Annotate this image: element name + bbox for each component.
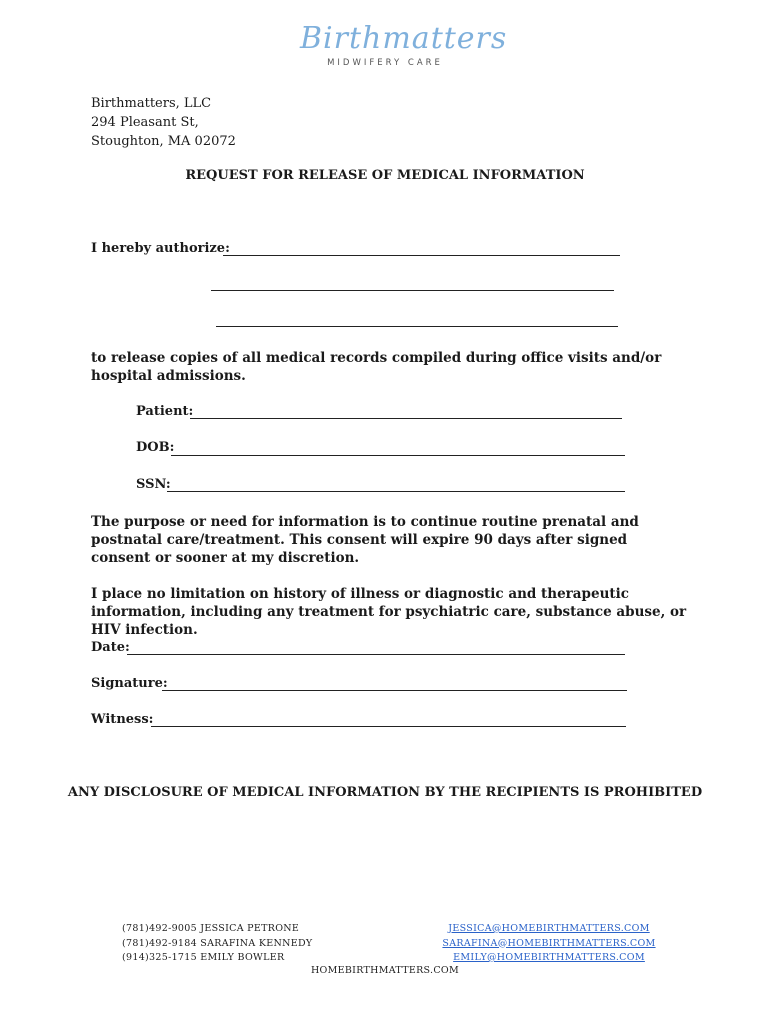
address-line-3: Stoughton, MA 02072 bbox=[91, 134, 236, 149]
contact-sarafina: (781)492-9184 SARAFINA KENNEDY bbox=[122, 937, 313, 949]
email-link-sarafina[interactable]: SARAFINA@HOMEBIRTHMATTERS.COM bbox=[442, 937, 656, 949]
footer-website: HOMEBIRTHMATTERS.COM bbox=[310, 965, 460, 976]
witness-label: Witness: bbox=[91, 712, 154, 727]
authorize-field-line-3[interactable] bbox=[216, 326, 618, 327]
date-label: Date: bbox=[91, 640, 130, 655]
witness-field-line[interactable] bbox=[151, 726, 626, 727]
disclosure-notice: ANY DISCLOSURE OF MEDICAL INFORMATION BY THE RECIPIENTS IS PROHIBITED bbox=[67, 785, 703, 800]
contact-jessica: (781)492-9005 JESSICA PETRONE bbox=[122, 923, 300, 934]
logo-script-text: Birthmatters bbox=[300, 21, 508, 56]
ssn-label: SSN: bbox=[136, 477, 171, 492]
authorize-field-line-1[interactable] bbox=[223, 255, 620, 256]
dob-field-line[interactable] bbox=[171, 455, 625, 456]
company-address bbox=[91, 94, 236, 151]
birthmatters-logo bbox=[300, 21, 508, 78]
logo-subtitle: MIDWIFERY CARE bbox=[327, 58, 443, 68]
email-link-emily[interactable]: EMILY@HOMEBIRTHMATTERS.COM bbox=[453, 952, 645, 963]
contact-emily: (914)325-1715 EMILY BOWLER bbox=[122, 952, 285, 963]
patient-label: Patient: bbox=[136, 404, 194, 419]
ssn-field-line[interactable] bbox=[167, 491, 625, 492]
dob-label: DOB: bbox=[136, 440, 175, 455]
limitation-paragraph: I place no limitation on history of illness or diagnostic and therapeutic information, including any treatment for psychiatric care, substance abuse, or HIV infection. bbox=[91, 586, 687, 638]
email-link-jessica[interactable]: JESSICA@HOMEBIRTHMATTERS.COM bbox=[448, 923, 650, 934]
address-line-2: 294 Pleasant St, bbox=[91, 115, 199, 130]
signature-field-line[interactable] bbox=[162, 690, 627, 691]
signature-label: Signature: bbox=[91, 676, 168, 691]
purpose-paragraph: The purpose or need for information is to continue routine prenatal and postnatal care/treatment. This consent will expire 90 days after signed consent or sooner at my discretion. bbox=[91, 514, 639, 566]
release-paragraph: to release copies of all medical records compiled during office visits and/or hospital admissions. bbox=[91, 350, 662, 384]
footer-emails bbox=[436, 922, 662, 966]
authorize-field-line-2[interactable] bbox=[211, 290, 614, 291]
date-field-line[interactable] bbox=[127, 654, 625, 655]
footer-contacts bbox=[122, 922, 312, 966]
patient-field-line[interactable] bbox=[190, 418, 622, 419]
address-line-1: Birthmatters, LLC bbox=[91, 96, 212, 111]
form-title: REQUEST FOR RELEASE OF MEDICAL INFORMATION bbox=[185, 168, 585, 183]
authorize-label: I hereby authorize: bbox=[91, 241, 230, 256]
